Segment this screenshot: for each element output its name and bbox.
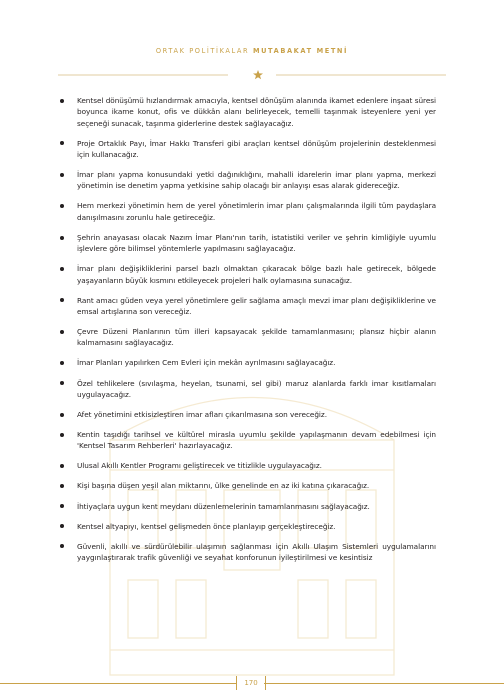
- header-emblem: [0, 60, 504, 90]
- bullet-icon: [60, 99, 64, 103]
- crescent-star-icon: [236, 64, 263, 86]
- bullet-icon: [60, 361, 64, 365]
- header-title-bold: MUTABAKAT METNİ: [252, 47, 349, 55]
- list-item: [58, 480, 436, 491]
- list-item: [58, 541, 436, 564]
- list-item-text: Kentsel dönüşümü hızlandırmak amacıyla, kentsel dönüşüm alanında ikamet edenlere inşaat süresi boyunca ikame konut, ofis ve dükkân alanı belirleyecek, temelli taşınmak isteyenlere yeni yer seçeneği sunacak, taşınma giderlerine destek sağlayacağız.: [77, 96, 436, 128]
- policy-list: [58, 95, 436, 572]
- list-item: [58, 326, 436, 349]
- list-item-text: Rant amacı güden veya yerel yönetimlere gelir sağlama amaçlı mevzi imar planı değişikliklerine ve emsal artışlarına son vereceğiz.: [77, 295, 436, 316]
- list-item-text: Kentsel altyapıyı, kentsel gelişmeden önce planlayıp gerçekleştireceğiz.: [77, 521, 336, 531]
- list-item-text: Ulusal Akıllı Kentler Programı geliştirecek ve titizlikle uygulayacağız.: [77, 461, 322, 471]
- list-item-text: Kentin taşıdığı tarihsel ve kültürel mirasla uyumlu şekilde yapılaşmanın devam edebilmesi için 'Kentsel Tasarım Rehberleri' hazırlayacağız.: [77, 430, 436, 451]
- list-item-text: Afet yönetimini etkisizleştiren imar afları çıkarılmasına son vereceğiz.: [77, 409, 327, 419]
- list-item: [58, 429, 436, 452]
- list-item: [58, 263, 436, 286]
- bullet-icon: [60, 330, 64, 334]
- list-item: [58, 95, 436, 129]
- list-item: [58, 138, 436, 161]
- bullet-icon: [60, 484, 64, 488]
- bullet-icon: [60, 236, 64, 240]
- list-item-text: Proje Ortaklık Payı, İmar Hakkı Transferi gibi araçları kentsel dönüşüm projelerinin desteklenmesi için kullanacağız.: [77, 138, 436, 159]
- bullet-icon: [60, 204, 64, 208]
- list-item-text: Özel tehlikelere (sıvılaşma, heyelan, tsunami, sel gibi) maruz alanlarda farklı imar kısıtlamaları uygulayacağız.: [77, 378, 436, 399]
- list-item: [58, 501, 436, 512]
- bullet-icon: [60, 524, 64, 528]
- page-number: 170: [236, 676, 266, 690]
- list-item-text: İmar Planları yapılırken Cem Evleri için mekân ayrılmasını sağlayacağız.: [77, 358, 336, 368]
- bullet-icon: [60, 433, 64, 437]
- bullet-icon: [60, 413, 64, 417]
- list-item-text: Güvenli, akıllı ve sürdürülebilir ulaşımın sağlanması için Akıllı Ulaşım Sistemleri uygulamalarını yaygınlaştırarak trafik güvenliği ve seyahat konforunun iyileştirilmesi ve kesintisiz: [77, 541, 436, 563]
- list-item: [58, 357, 436, 368]
- list-item-text: İmar planı yapma konusundaki yetki dağınıklığını, mahalli idarelerin imar planı yapma, merkezi yönetimin ise denetim yapma yetkisine sahip olacağı bir anlayışı esas alarak gidereceğiz.: [77, 170, 436, 191]
- page-header: [0, 47, 504, 55]
- list-item: [58, 378, 436, 401]
- bullet-icon: [60, 544, 64, 548]
- bullet-icon: [60, 267, 64, 271]
- list-item-text: İmar planı değişikliklerini parsel bazlı olmaktan çıkaracak bölge bazlı hale getirecek, bölgede yaşayanların büyük kısmını etkileyecek projeleri halk oylamasına sunacağız.: [77, 264, 436, 285]
- list-item-text: Hem merkezi yönetimin hem de yerel yönetimlerin imar planı çalışmalarında ilgili tüm paydaşlara danışılmasını zorunlu hale getireceğiz.: [77, 201, 436, 222]
- list-item-text: Şehrin anayasası olacak Nazım İmar Planı'nın tarih, istatistiki veriler ve şehrin kimliğiyle uyumlu işlevlere göre bilimsel yöntemlerle yapılmasını sağlayacağız.: [77, 232, 436, 254]
- bullet-icon: [60, 381, 64, 385]
- list-item: [58, 521, 436, 532]
- header-title-regular: ORTAK POLİTİKALAR: [155, 47, 250, 55]
- bullet-icon: [60, 464, 64, 468]
- list-item: [58, 409, 436, 420]
- list-item: [58, 232, 436, 255]
- footer-line-right: [264, 683, 504, 684]
- bullet-icon: [60, 141, 64, 145]
- bullet-icon: [60, 504, 64, 508]
- list-item: [58, 295, 436, 318]
- bullet-icon: [60, 173, 64, 177]
- list-item: [58, 460, 436, 471]
- bullet-icon: [60, 298, 64, 302]
- list-item: [58, 200, 436, 223]
- list-item-text: İhtiyaçlara uygun kent meydanı düzenlemelerinin tamamlanmasını sağlayacağız.: [77, 501, 370, 511]
- list-item: [58, 169, 436, 192]
- footer-line-left: [0, 683, 236, 684]
- list-item-text: Çevre Düzeni Planlarının tüm illeri kapsayacak şekilde tamamlanmasını; plansız hiçbir alanın kalmamasını sağlayacağız.: [77, 327, 436, 348]
- list-item-text: Kişi başına düşen yeşil alan miktarını, ülke genelinde en az iki katına çıkaracağız.: [77, 481, 370, 491]
